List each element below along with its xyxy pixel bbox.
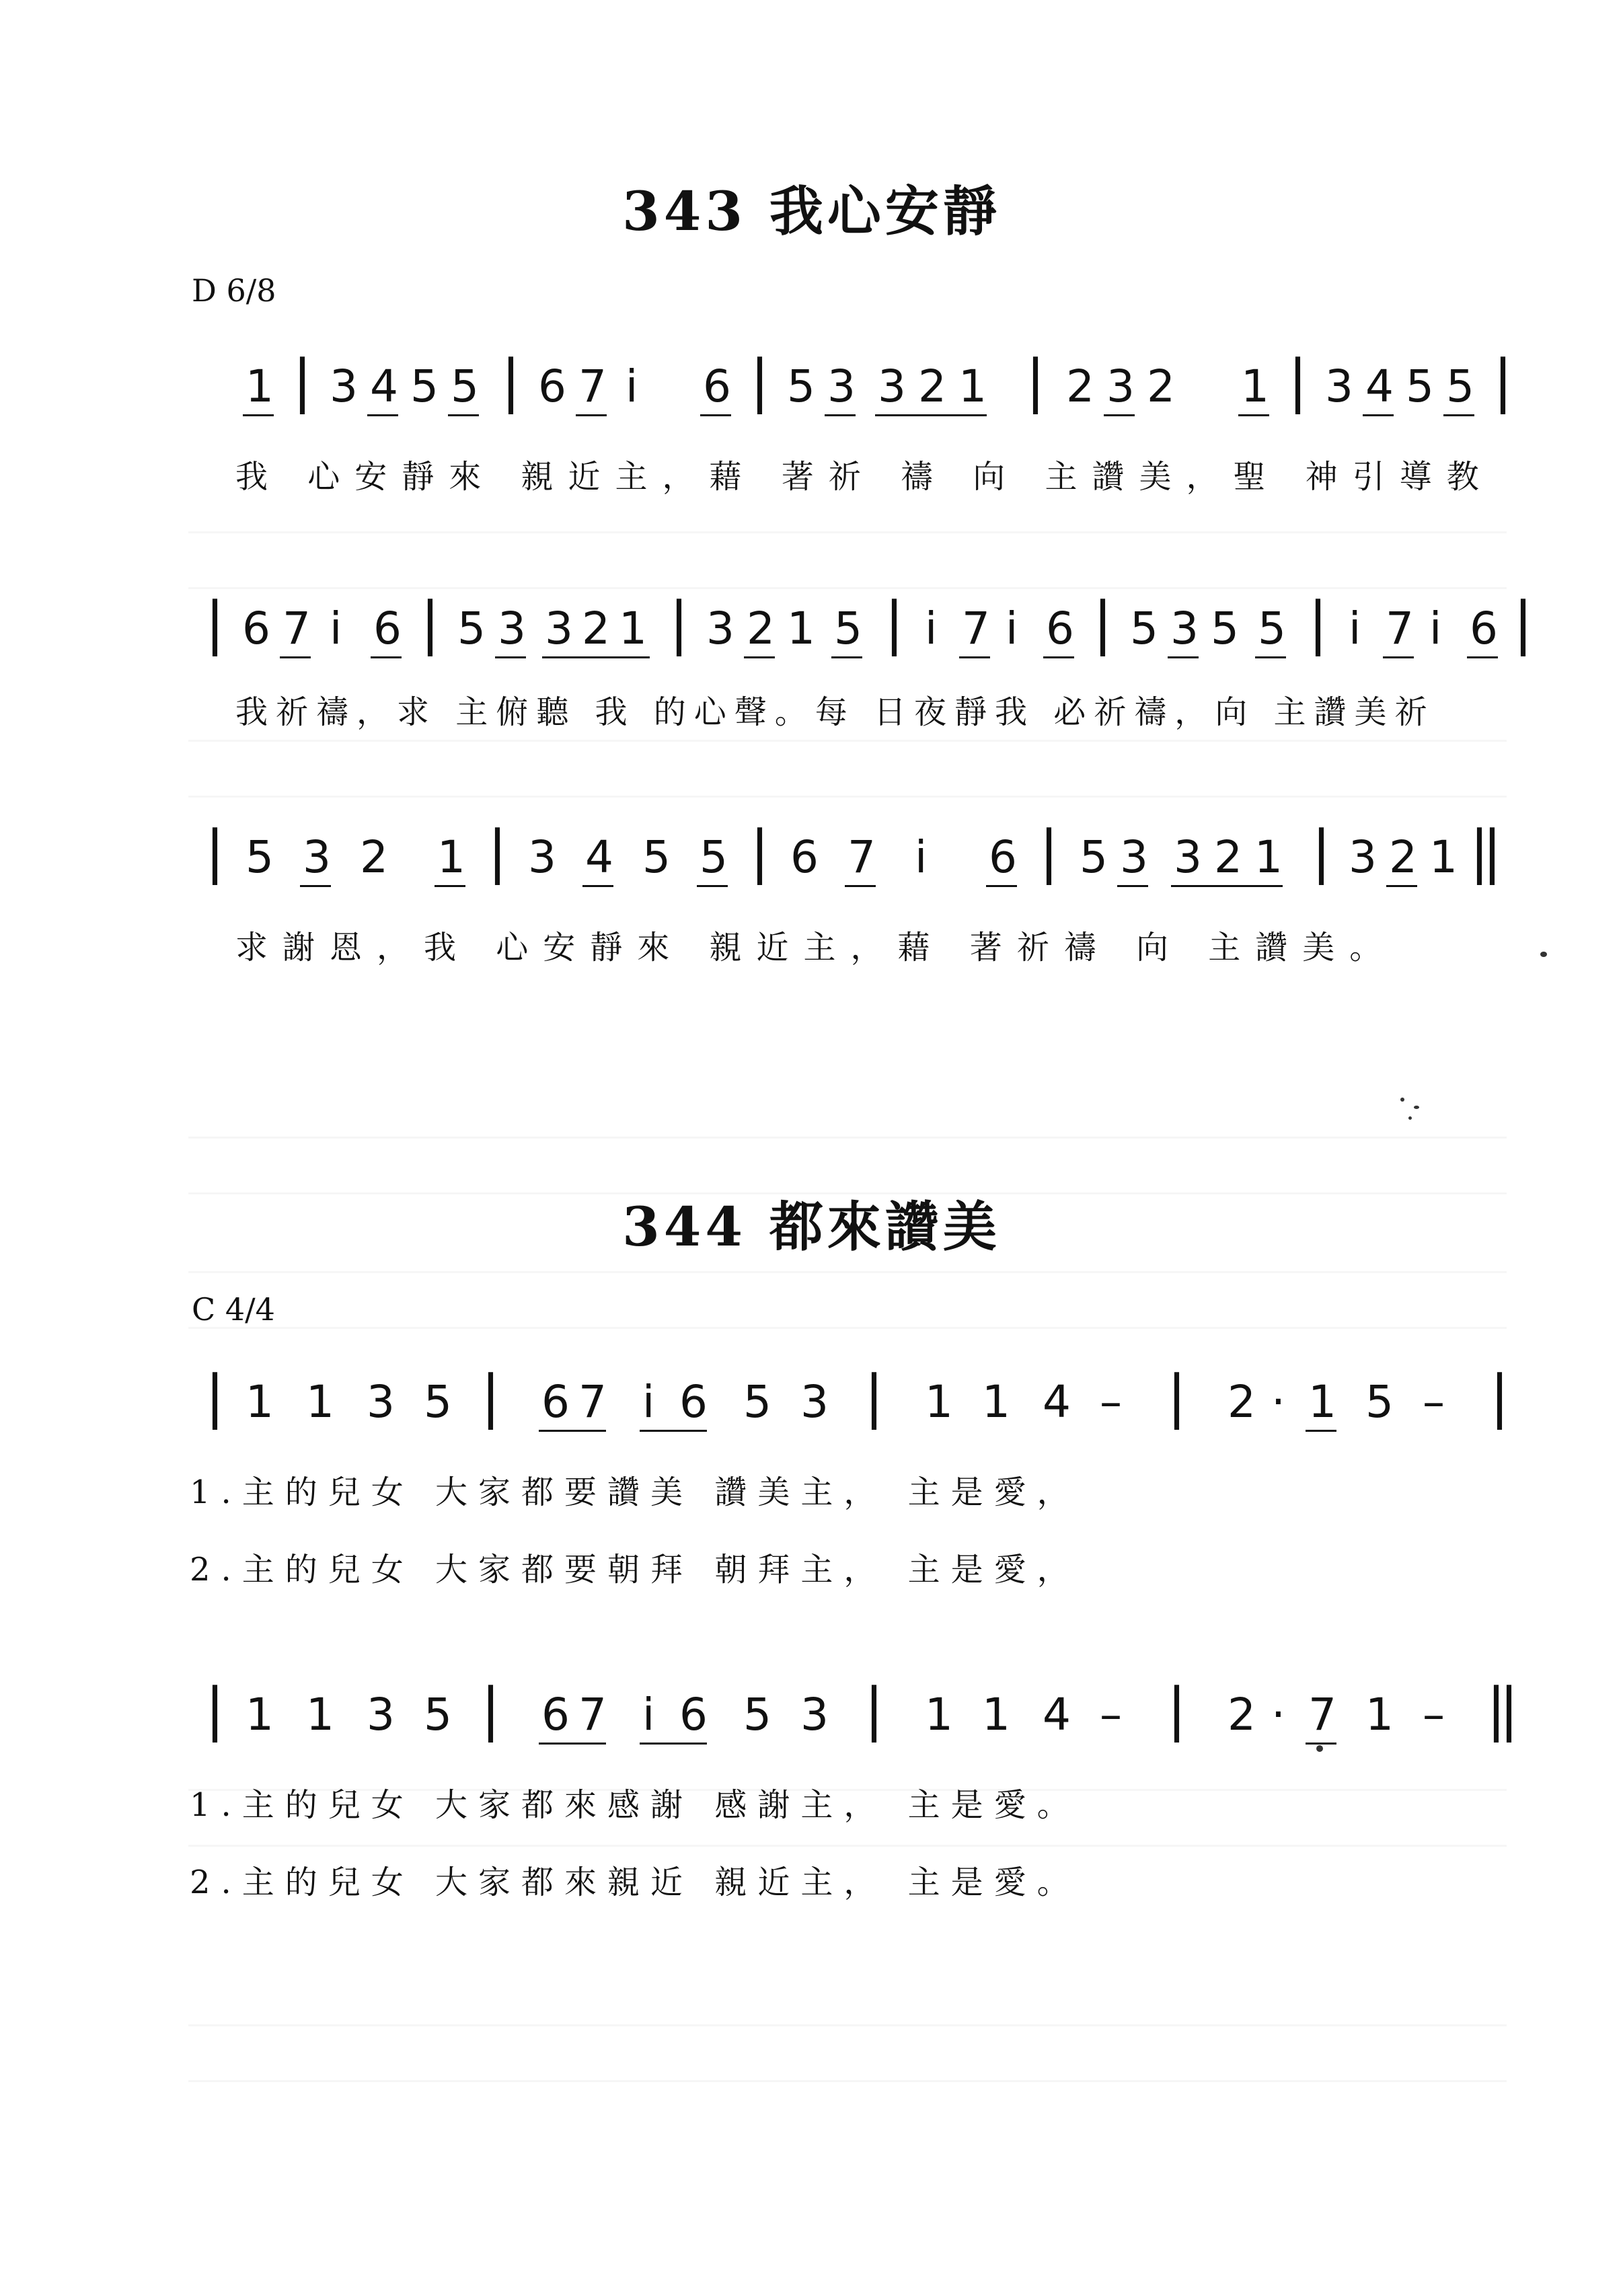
note: 1 <box>1241 360 1269 412</box>
hymn-344-key-signature: C 4/4 <box>192 1291 275 1328</box>
underline <box>875 414 987 416</box>
note: 6 <box>538 360 566 412</box>
final-barline: || <box>1486 1676 1512 1743</box>
note: 6 <box>373 603 402 654</box>
barline: | <box>1288 348 1308 415</box>
note: 5 <box>1130 603 1158 654</box>
underline <box>243 414 274 416</box>
underline <box>435 885 465 887</box>
barline: | <box>488 818 507 886</box>
underline <box>582 885 613 887</box>
note: 5 <box>1446 360 1474 412</box>
bleed-through-lines <box>188 531 1507 589</box>
note: 1 <box>1308 1376 1336 1428</box>
underline <box>1386 885 1417 887</box>
scan-speck <box>1414 1106 1419 1109</box>
barline: | <box>205 590 225 657</box>
barline: | <box>1026 348 1045 415</box>
underline <box>1467 656 1498 658</box>
underline <box>542 656 650 658</box>
barline: | <box>1312 818 1331 886</box>
scan-speck <box>1408 1116 1412 1120</box>
note: 6 <box>989 831 1017 883</box>
final-barline: || <box>1470 818 1495 886</box>
note: 5 <box>457 603 486 654</box>
note: 1 <box>1429 831 1458 883</box>
hymn-343-lyrics-line-3: 求謝恩，我 心安靜來 親近主，藉 著祈禱 向 主讚美。 <box>235 929 1397 966</box>
note: 2 <box>747 603 775 654</box>
underline <box>959 656 990 658</box>
note: 6 <box>541 1376 570 1428</box>
note: 1 <box>1365 1689 1394 1740</box>
note: 1 <box>958 360 987 412</box>
underline <box>1306 1743 1336 1745</box>
note: i <box>330 603 342 654</box>
note: 7 <box>1386 603 1414 654</box>
hymn-343-notation-line-3 <box>205 820 1517 894</box>
hymn-343-title: 343 我心安靜 <box>622 180 1001 243</box>
note: 3 <box>1349 831 1377 883</box>
underline <box>1443 414 1474 416</box>
underline <box>448 414 479 416</box>
note: 2 <box>1228 1689 1256 1740</box>
note: 6 <box>679 1376 708 1428</box>
note: i <box>915 831 928 883</box>
hymn-344-line-1-verse-2: 2.主的兒女 大家都要朝拜 朝拜主， 主是愛， <box>190 1551 1080 1589</box>
note: 3 <box>528 831 556 883</box>
note: 6 <box>242 603 270 654</box>
underline <box>1043 656 1074 658</box>
note: 5 <box>1406 360 1434 412</box>
note: 6 <box>703 360 731 412</box>
barline: | <box>1490 1363 1509 1430</box>
note: 3 <box>303 831 331 883</box>
note: i <box>1429 603 1442 654</box>
note: 1 <box>306 1689 334 1740</box>
note: 3 <box>367 1376 395 1428</box>
barline: | <box>205 818 225 886</box>
underline <box>700 414 731 416</box>
note: 5 <box>787 360 815 412</box>
note: i <box>626 360 638 412</box>
underline <box>697 885 728 887</box>
note: 6 <box>790 831 819 883</box>
scan-speck <box>1400 1098 1404 1102</box>
note: 5 <box>743 1689 771 1740</box>
note: 2 <box>918 360 946 412</box>
underline <box>831 656 862 658</box>
note: – <box>1423 1376 1445 1428</box>
note: 4 <box>585 831 613 883</box>
hymn-344-line-1-verse-1: 1.主的兒女 大家都要讚美 讚美主， 主是愛， <box>190 1474 1080 1511</box>
bleed-through-lines <box>188 1271 1507 1329</box>
note: 4 <box>1043 1376 1071 1428</box>
note: 4 <box>370 360 398 412</box>
note: 2 <box>1147 360 1175 412</box>
barline: | <box>864 1676 884 1743</box>
note: 5 <box>1365 1376 1394 1428</box>
underline <box>1255 656 1286 658</box>
barline: | <box>1167 1363 1186 1430</box>
underline <box>367 414 398 416</box>
barline: | <box>420 590 440 657</box>
note: i <box>925 603 938 654</box>
underline <box>1363 414 1394 416</box>
underline <box>1383 656 1414 658</box>
note: 2 <box>1214 831 1242 883</box>
note: · <box>1271 1376 1285 1428</box>
note: 1 <box>925 1376 953 1428</box>
note: 2 <box>360 831 388 883</box>
hymn-343-lyrics-line-2: 我祈禱，求 主俯聽 我 的心聲。每 日夜靜我 必祈禱，向 主讚美祈 <box>235 693 1435 731</box>
barline: | <box>1308 590 1328 657</box>
note: 6 <box>679 1689 708 1740</box>
underline <box>1168 656 1199 658</box>
note: 5 <box>451 360 479 412</box>
hymn-344-notation-line-2 <box>205 1678 1517 1752</box>
barline: | <box>481 1363 500 1430</box>
note: 7 <box>847 831 876 883</box>
underline <box>1171 885 1283 887</box>
note: – <box>1423 1689 1445 1740</box>
note: 2 <box>582 603 610 654</box>
barline: | <box>1493 348 1513 415</box>
underline <box>539 1430 606 1432</box>
bleed-through-lines <box>188 2024 1507 2082</box>
underline <box>640 1430 707 1432</box>
note: 1 <box>246 360 274 412</box>
note: 3 <box>706 603 734 654</box>
hymn-344-notation-line-1 <box>205 1365 1517 1439</box>
underline <box>1117 885 1148 887</box>
note: 3 <box>827 360 856 412</box>
barline: | <box>1093 590 1112 657</box>
barline: | <box>750 348 769 415</box>
hymn-343-key-signature: D 6/8 <box>192 272 276 309</box>
note: 1 <box>1254 831 1283 883</box>
underline <box>845 885 876 887</box>
note: 2 <box>1228 1376 1256 1428</box>
note: 3 <box>800 1376 829 1428</box>
note: 3 <box>498 603 526 654</box>
note: 7 <box>1308 1689 1336 1740</box>
note: 1 <box>437 831 465 883</box>
underline <box>300 885 331 887</box>
underline <box>539 1743 606 1745</box>
note: 7 <box>578 360 607 412</box>
note: 3 <box>1174 831 1202 883</box>
underline <box>371 656 402 658</box>
note: · <box>1271 1689 1285 1740</box>
note: 7 <box>282 603 311 654</box>
note: 1 <box>306 1376 334 1428</box>
barline: | <box>1513 590 1533 657</box>
barline: | <box>884 590 904 657</box>
note: – <box>1100 1689 1122 1740</box>
underline <box>825 414 856 416</box>
note: 5 <box>834 603 862 654</box>
note: 7 <box>578 1376 607 1428</box>
note: 4 <box>1043 1689 1071 1740</box>
barline: | <box>750 818 769 886</box>
note: 5 <box>424 1689 452 1740</box>
barline: | <box>205 1676 225 1743</box>
underline <box>1104 414 1135 416</box>
note: 2 <box>1389 831 1417 883</box>
note: 3 <box>1106 360 1135 412</box>
note: 5 <box>1258 603 1286 654</box>
scan-speck <box>1540 952 1547 957</box>
note: i <box>1006 603 1018 654</box>
note: 7 <box>578 1689 607 1740</box>
note: 1 <box>982 1689 1010 1740</box>
barline: | <box>1039 818 1059 886</box>
barline: | <box>1167 1676 1186 1743</box>
underline <box>1238 414 1269 416</box>
note: – <box>1100 1376 1122 1428</box>
underline <box>280 656 311 658</box>
note: 1 <box>925 1689 953 1740</box>
note: 6 <box>1470 603 1498 654</box>
barline: | <box>205 1363 225 1430</box>
underline <box>495 656 526 658</box>
note: 5 <box>743 1376 771 1428</box>
note: i <box>1349 603 1361 654</box>
hymn-344-line-2-verse-2: 2.主的兒女 大家都來親近 親近主， 主是愛。 <box>190 1864 1080 1901</box>
note: 1 <box>246 1689 274 1740</box>
note: 5 <box>700 831 728 883</box>
hymn-343-notation-line-2 <box>205 590 1533 666</box>
note: 5 <box>1211 603 1239 654</box>
note: 3 <box>330 360 358 412</box>
note: 5 <box>246 831 274 883</box>
note: 1 <box>619 603 647 654</box>
note: i <box>642 1689 655 1740</box>
bleed-through-lines <box>188 740 1507 798</box>
note: 7 <box>962 603 990 654</box>
note: i <box>642 1376 655 1428</box>
note: 4 <box>1365 360 1394 412</box>
hymn-344-title: 344 都來讚美 <box>622 1195 1001 1258</box>
note: 3 <box>1120 831 1148 883</box>
underline <box>1306 1430 1336 1432</box>
note: 3 <box>367 1689 395 1740</box>
hymn-343-notation-line-1 <box>205 350 1517 424</box>
note: 5 <box>410 360 439 412</box>
note: 1 <box>246 1376 274 1428</box>
note: 1 <box>982 1376 1010 1428</box>
barline: | <box>293 348 312 415</box>
note: 5 <box>642 831 671 883</box>
barline: | <box>864 1363 884 1430</box>
barline: | <box>501 348 521 415</box>
hymn-343-lyrics-line-1: 我 心安靜來 親近主，藉 著祈 禱 向 主讚美，聖 神引導教 <box>235 458 1494 496</box>
lower-octave-dot <box>1316 1745 1323 1752</box>
hymn-344-line-2-verse-1: 1.主的兒女 大家都來感謝 感謝主， 主是愛。 <box>190 1786 1080 1824</box>
note: 6 <box>1046 603 1074 654</box>
note: 6 <box>541 1689 570 1740</box>
underline <box>640 1743 707 1745</box>
note: 3 <box>1325 360 1353 412</box>
note: 5 <box>1080 831 1108 883</box>
note: 3 <box>545 603 573 654</box>
underline <box>986 885 1017 887</box>
note: 3 <box>1170 603 1199 654</box>
note: 3 <box>800 1689 829 1740</box>
barline: | <box>669 590 689 657</box>
barline: | <box>481 1676 500 1743</box>
note: 3 <box>878 360 906 412</box>
underline <box>744 656 775 658</box>
note: 5 <box>424 1376 452 1428</box>
note: 2 <box>1066 360 1094 412</box>
underline <box>576 414 607 416</box>
note: 1 <box>787 603 815 654</box>
